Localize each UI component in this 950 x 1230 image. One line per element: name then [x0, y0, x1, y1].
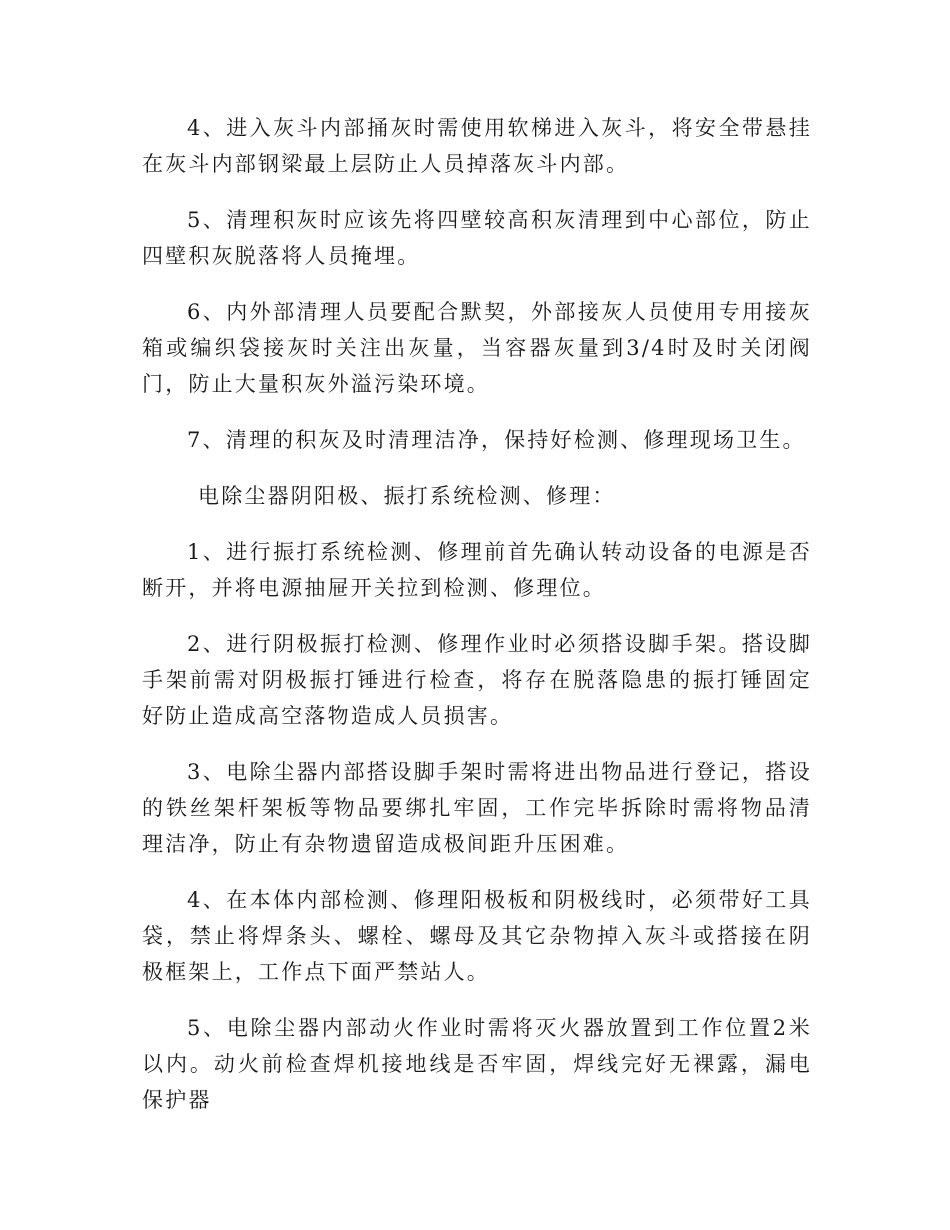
paragraph-tool-bag: 4、在本体内部检测、修理阳极板和阴极线时，必须带好工具袋，禁止将焊条头、螺栓、螺母及其它杂物掉入灰斗或搭接在阴极框架上，工作点下面严禁站人。	[142, 888, 812, 984]
paragraph-power-check: 1、进行振打系统检测、修理前首先确认转动设备的电源是否断开，并将电源抽屉开关拉到检测、修理位。	[142, 540, 812, 600]
paragraph-hot-work: 5、电除尘器内部动火作业时需将灭火器放置到工作位置2米以内。动火前检查焊机接地线是否牢固，焊线完好无裸露，漏电保护器	[142, 1016, 812, 1112]
paragraph-item-registration: 3、电除尘器内部搭设脚手架时需将进出物品进行登记，搭设的铁丝架杆架板等物品要绑扎牢固，工作完毕拆除时需将物品清理洁净，防止有杂物遗留造成极间距升压困难。	[142, 760, 812, 856]
document-body	[142, 110, 812, 1138]
paragraph-site-hygiene: 7、清理的积灰及时清理洁净，保持好检测、修理现场卫生。	[187, 428, 806, 452]
paragraph-coordination: 6、内外部清理人员要配合默契，外部接灰人员使用专用接灰箱或编织袋接灰时关注出灰量，当容器灰量到3/4时及时关闭阀门，防止大量积灰外溢污染环境。	[142, 300, 812, 396]
paragraph-scaffolding: 2、进行阴极振打检测、修理作业时必须搭设脚手架。搭设脚手架前需对阴极振打锤进行检查，将存在脱落隐患的振打锤固定好防止造成高空落物造成人员损害。	[142, 632, 812, 728]
section-heading: 电除尘器阴阳极、振打系统检测、修理：	[198, 484, 616, 508]
paragraph-ash-hopper-ladder: 4、进入灰斗内部捅灰时需使用软梯进入灰斗，将安全带悬挂在灰斗内部钢梁最上层防止人员掉落灰斗内部。	[142, 116, 812, 176]
paragraph-clear-wall-ash: 5、清理积灰时应该先将四壁较高积灰清理到中心部位，防止四壁积灰脱落将人员掩埋。	[142, 208, 812, 268]
